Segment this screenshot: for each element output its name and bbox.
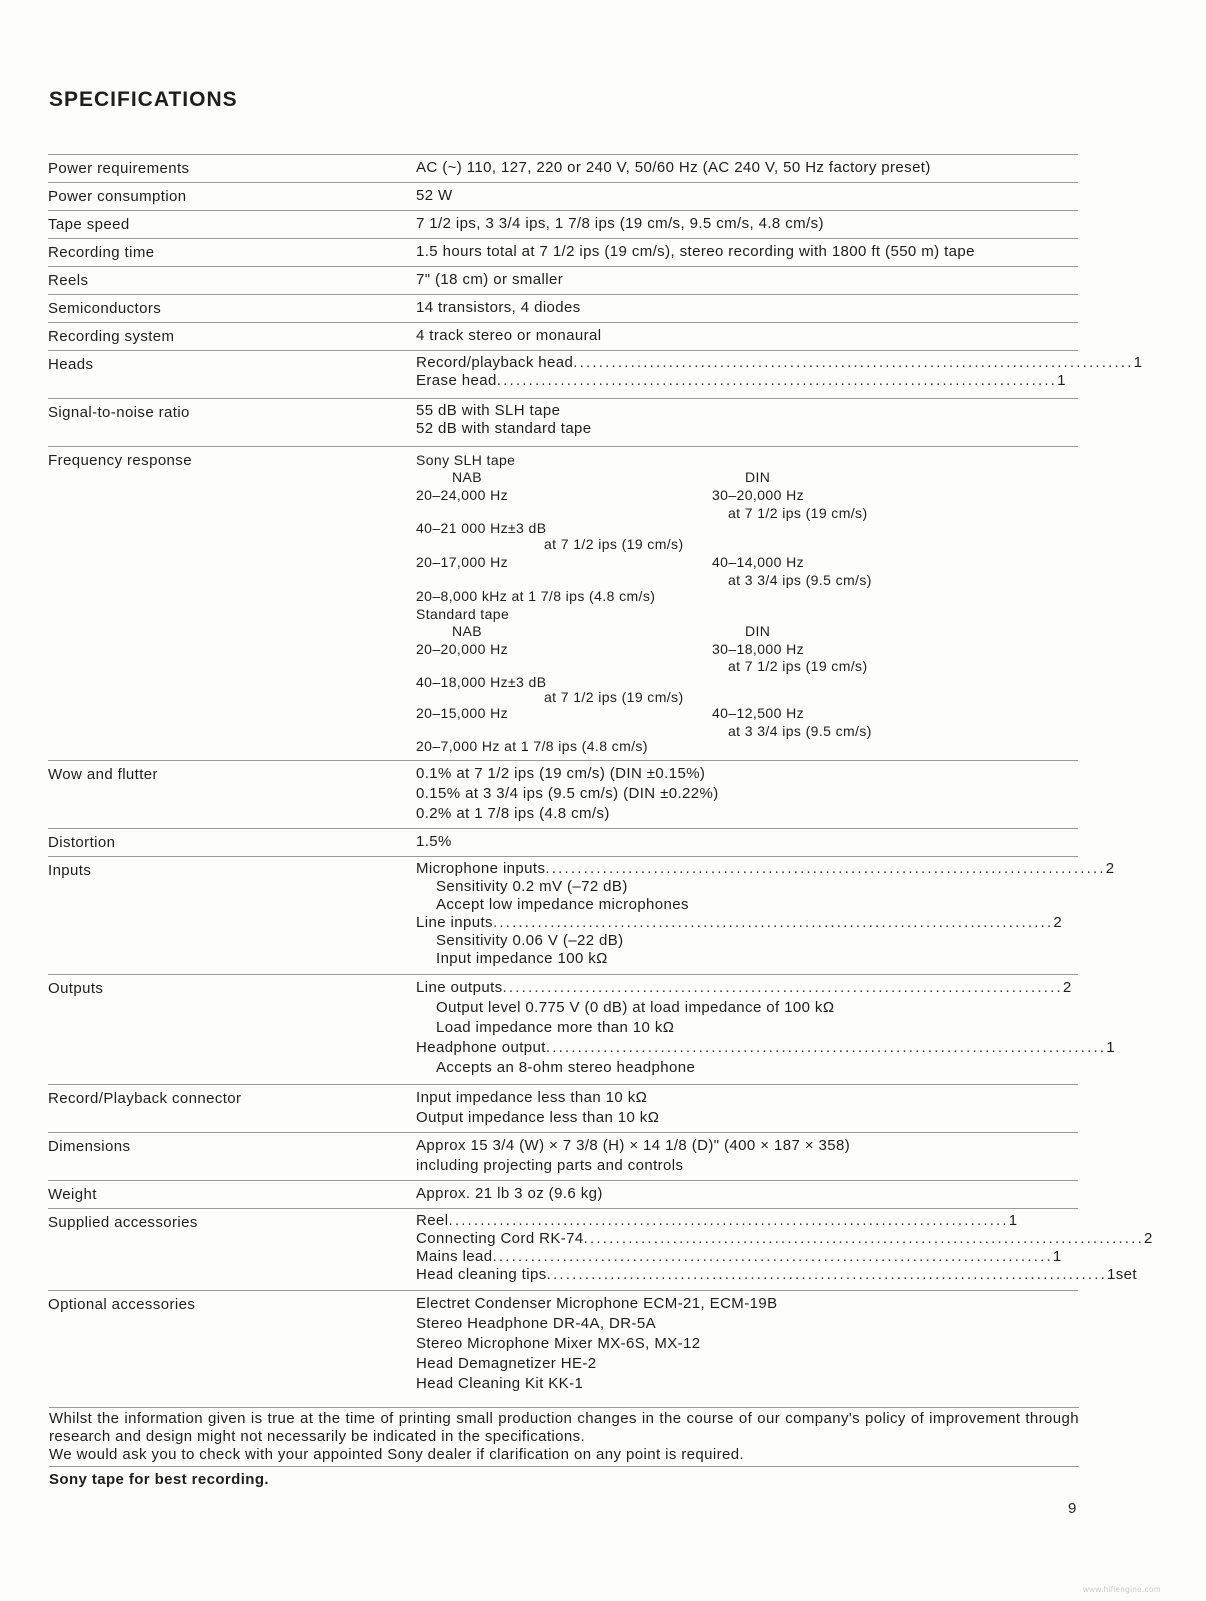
freq-speed: at 3 3/4 ips (9.5 cm/s) — [728, 723, 872, 739]
freq-col-header-din: DIN — [745, 623, 771, 639]
dot-leader: ........................................................................................ — [492, 1248, 1053, 1265]
list-item: Line outputs ........................................................................................ 2 — [416, 979, 1072, 996]
page-number: 9 — [1068, 1500, 1077, 1517]
spec-label: Supplied accessories — [48, 1214, 198, 1231]
list-item: Head cleaning tips ........................................................................................ 1set — [416, 1266, 1137, 1283]
frequency-response-block — [416, 450, 1078, 760]
spec-value — [416, 1294, 1078, 1398]
value-line: 0.2% at 1 7/8 ips (4.8 cm/s) — [416, 805, 610, 822]
spec-value — [416, 860, 1115, 972]
spec-label: Record/Playback connector — [48, 1090, 242, 1107]
spec-row-recording-system — [48, 322, 1078, 350]
spec-label: Recording time — [48, 244, 155, 261]
spec-value: AC (~) 110, 127, 220 or 240 V, 50/60 Hz (AC 240 V, 50 Hz factory preset) — [416, 159, 931, 176]
list-item: Headphone output ........................................................................................ 1 — [416, 1039, 1115, 1056]
spec-row-power-requirements — [48, 154, 1078, 182]
spec-row-dimensions — [48, 1132, 1078, 1180]
value-line: Output level 0.775 V (0 dB) at load impedance of 100 kΩ — [436, 999, 835, 1016]
spec-row-power-consumption — [48, 182, 1078, 210]
list-item: Connecting Cord RK-74 ........................................................................................ 2 — [416, 1230, 1153, 1247]
spec-label: Reels — [48, 272, 89, 289]
spec-row-record-playback-connector — [48, 1084, 1078, 1132]
spec-row-recording-time — [48, 238, 1078, 266]
dot-leader: ........................................................................................ — [545, 860, 1106, 877]
spec-row-semiconductors — [48, 294, 1078, 322]
value-line: Stereo Headphone DR-4A, DR-5A — [416, 1315, 657, 1332]
spec-value: 52 W — [416, 187, 453, 204]
spec-label: Optional accessories — [48, 1296, 196, 1313]
spec-row-optional-accessories — [48, 1290, 1078, 1400]
freq-value: 40–21 000 Hz±3 dB — [416, 520, 547, 536]
freq-value: 20–8,000 kHz at 1 7/8 ips (4.8 cm/s) — [416, 588, 656, 604]
freq-value: 30–20,000 Hz — [712, 487, 804, 503]
spec-row-reels — [48, 266, 1078, 294]
freq-value: 30–18,000 Hz — [712, 641, 804, 657]
spec-row-wow-and-flutter — [48, 760, 1078, 828]
spec-value: Approx. 21 lb 3 oz (9.6 kg) — [416, 1185, 603, 1202]
freq-value: 20–20,000 Hz — [416, 641, 508, 657]
freq-speed: at 7 1/2 ips (19 cm/s) — [728, 505, 868, 521]
spec-label: Heads — [48, 356, 94, 373]
freq-speed: at 7 1/2 ips (19 cm/s) — [544, 689, 684, 705]
dot-leader: ........................................................................................ — [583, 1230, 1144, 1247]
value-line: Accept low impedance microphones — [436, 896, 689, 913]
freq-value: 20–24,000 Hz — [416, 487, 508, 503]
value-line: Output impedance less than 10 kΩ — [416, 1109, 660, 1126]
tagline: Sony tape for best recording. — [49, 1466, 1079, 1488]
spec-row-heads — [48, 350, 1143, 398]
spec-label: Frequency response — [48, 452, 192, 469]
spec-value — [416, 1088, 1078, 1130]
page-title: SPECIFICATIONS — [49, 88, 238, 111]
spec-row-weight — [48, 1180, 1078, 1208]
spec-value: 7 1/2 ips, 3 3/4 ips, 1 7/8 ips (19 cm/s, 9.5 cm/s, 4.8 cm/s) — [416, 215, 824, 232]
value-line: Input impedance less than 10 kΩ — [416, 1089, 648, 1106]
spec-label: Inputs — [48, 862, 92, 879]
freq-speed: at 7 1/2 ips (19 cm/s) — [728, 658, 868, 674]
spec-value: 4 track stereo or monaural — [416, 327, 602, 344]
freq-col-header-din: DIN — [745, 469, 771, 485]
dot-leader: ........................................................................................ — [492, 914, 1054, 931]
spec-label: Dimensions — [48, 1138, 131, 1155]
spec-label: Signal-to-noise ratio — [48, 404, 190, 421]
freq-value: 20–17,000 Hz — [416, 554, 508, 570]
dot-leader: ........................................................................................ — [546, 1266, 1107, 1283]
list-item: Line inputs ........................................................................................ 2 — [416, 914, 1063, 931]
spec-value — [416, 764, 1078, 826]
spec-row-outputs — [48, 974, 1115, 1084]
value-line: Load impedance more than 10 kΩ — [436, 1019, 675, 1036]
freq-speed: at 7 1/2 ips (19 cm/s) — [544, 536, 684, 552]
value-line: Head Demagnetizer HE-2 — [416, 1355, 597, 1372]
spec-row-frequency-response — [48, 446, 1078, 760]
list-item: Record/playback head ........................................................................................ 1 — [416, 354, 1143, 371]
freq-value: 40–12,500 Hz — [712, 705, 804, 721]
spec-label: Outputs — [48, 980, 104, 997]
watermark: www.hifiengine.com — [1083, 1585, 1161, 1594]
spec-value — [416, 978, 1115, 1082]
spec-label: Tape speed — [48, 216, 130, 233]
dot-leader: ........................................................................................ — [496, 372, 1058, 389]
spec-row-supplied-accessories — [48, 1208, 1153, 1290]
value-line: Sensitivity 0.06 V (–22 dB) — [436, 932, 624, 949]
value-line: Accepts an 8-ohm stereo headphone — [436, 1059, 696, 1076]
disclaimer-text: We would ask you to check with your appointed Sony dealer if clarification on any point is required. — [49, 1446, 745, 1463]
value-line: Approx 15 3/4 (W) × 7 3/8 (H) × 14 1/8 (D)" (400 × 187 × 358) — [416, 1137, 851, 1154]
spec-row-distortion — [48, 828, 1078, 856]
value-line: Input impedance 100 kΩ — [436, 950, 608, 967]
dot-leader: ........................................................................................ — [502, 979, 1063, 996]
freq-speed: at 3 3/4 ips (9.5 cm/s) — [728, 572, 872, 588]
value-line: 55 dB with SLH tape — [416, 402, 561, 419]
spec-row-tape-speed — [48, 210, 1078, 238]
spec-value — [416, 1212, 1153, 1288]
value-line: Electret Condenser Microphone ECM-21, ECM-19B — [416, 1295, 778, 1312]
freq-value: 20–7,000 Hz at 1 7/8 ips (4.8 cm/s) — [416, 738, 648, 754]
spec-label: Weight — [48, 1186, 97, 1203]
specifications-table — [48, 154, 1153, 1400]
freq-col-header-nab: NAB — [452, 623, 482, 639]
spec-value: 1.5% — [416, 833, 452, 850]
spec-label: Wow and flutter — [48, 766, 158, 783]
value-line: including projecting parts and controls — [416, 1157, 684, 1174]
freq-heading: Standard tape — [416, 606, 510, 622]
spec-value — [416, 402, 1078, 444]
spec-label: Power consumption — [48, 188, 187, 205]
dot-leader: ........................................................................................ — [545, 1039, 1107, 1056]
dot-leader: ........................................................................................ — [573, 354, 1134, 371]
list-item: Microphone inputs ........................................................................................ 2 — [416, 860, 1115, 877]
spec-label: Semiconductors — [48, 300, 162, 317]
list-item: Erase head ........................................................................................ 1 — [416, 372, 1066, 389]
list-item: Reel ........................................................................................ 1 — [416, 1212, 1018, 1229]
spec-value: 14 transistors, 4 diodes — [416, 299, 581, 316]
spec-value — [416, 1136, 1078, 1178]
spec-row-inputs — [48, 856, 1115, 974]
disclaimer-text: Whilst the information given is true at the time of printing small production changes in the course of our company's policy of improvement through research and design might not necessarily be indicated in the specifications. — [49, 1410, 1079, 1445]
spec-label: Recording system — [48, 328, 175, 345]
spec-row-signal-to-noise — [48, 398, 1078, 446]
value-line: 52 dB with standard tape — [416, 420, 592, 437]
spec-value — [416, 354, 1143, 396]
spec-value: 7" (18 cm) or smaller — [416, 271, 564, 288]
list-item: Mains lead ........................................................................................ 1 — [416, 1248, 1062, 1265]
freq-heading: Sony SLH tape — [416, 452, 516, 468]
spec-value: 1.5 hours total at 7 1/2 ips (19 cm/s), stereo recording with 1800 ft (550 m) tape — [416, 243, 975, 260]
value-line: 0.1% at 7 1/2 ips (19 cm/s) (DIN ±0.15%) — [416, 765, 706, 782]
dot-leader: ........................................................................................ — [448, 1212, 1009, 1229]
freq-value: 40–18,000 Hz±3 dB — [416, 674, 547, 690]
freq-col-header-nab: NAB — [452, 469, 482, 485]
spec-label: Power requirements — [48, 160, 190, 177]
value-line: Head Cleaning Kit KK-1 — [416, 1375, 584, 1392]
value-line: 0.15% at 3 3/4 ips (9.5 cm/s) (DIN ±0.22%) — [416, 785, 719, 802]
freq-value: 20–15,000 Hz — [416, 705, 508, 721]
value-line: Stereo Microphone Mixer MX-6S, MX-12 — [416, 1335, 701, 1352]
freq-value: 40–14,000 Hz — [712, 554, 804, 570]
disclaimer-note — [49, 1407, 1079, 1464]
spec-label: Distortion — [48, 834, 116, 851]
value-line: Sensitivity 0.2 mV (–72 dB) — [436, 878, 628, 895]
